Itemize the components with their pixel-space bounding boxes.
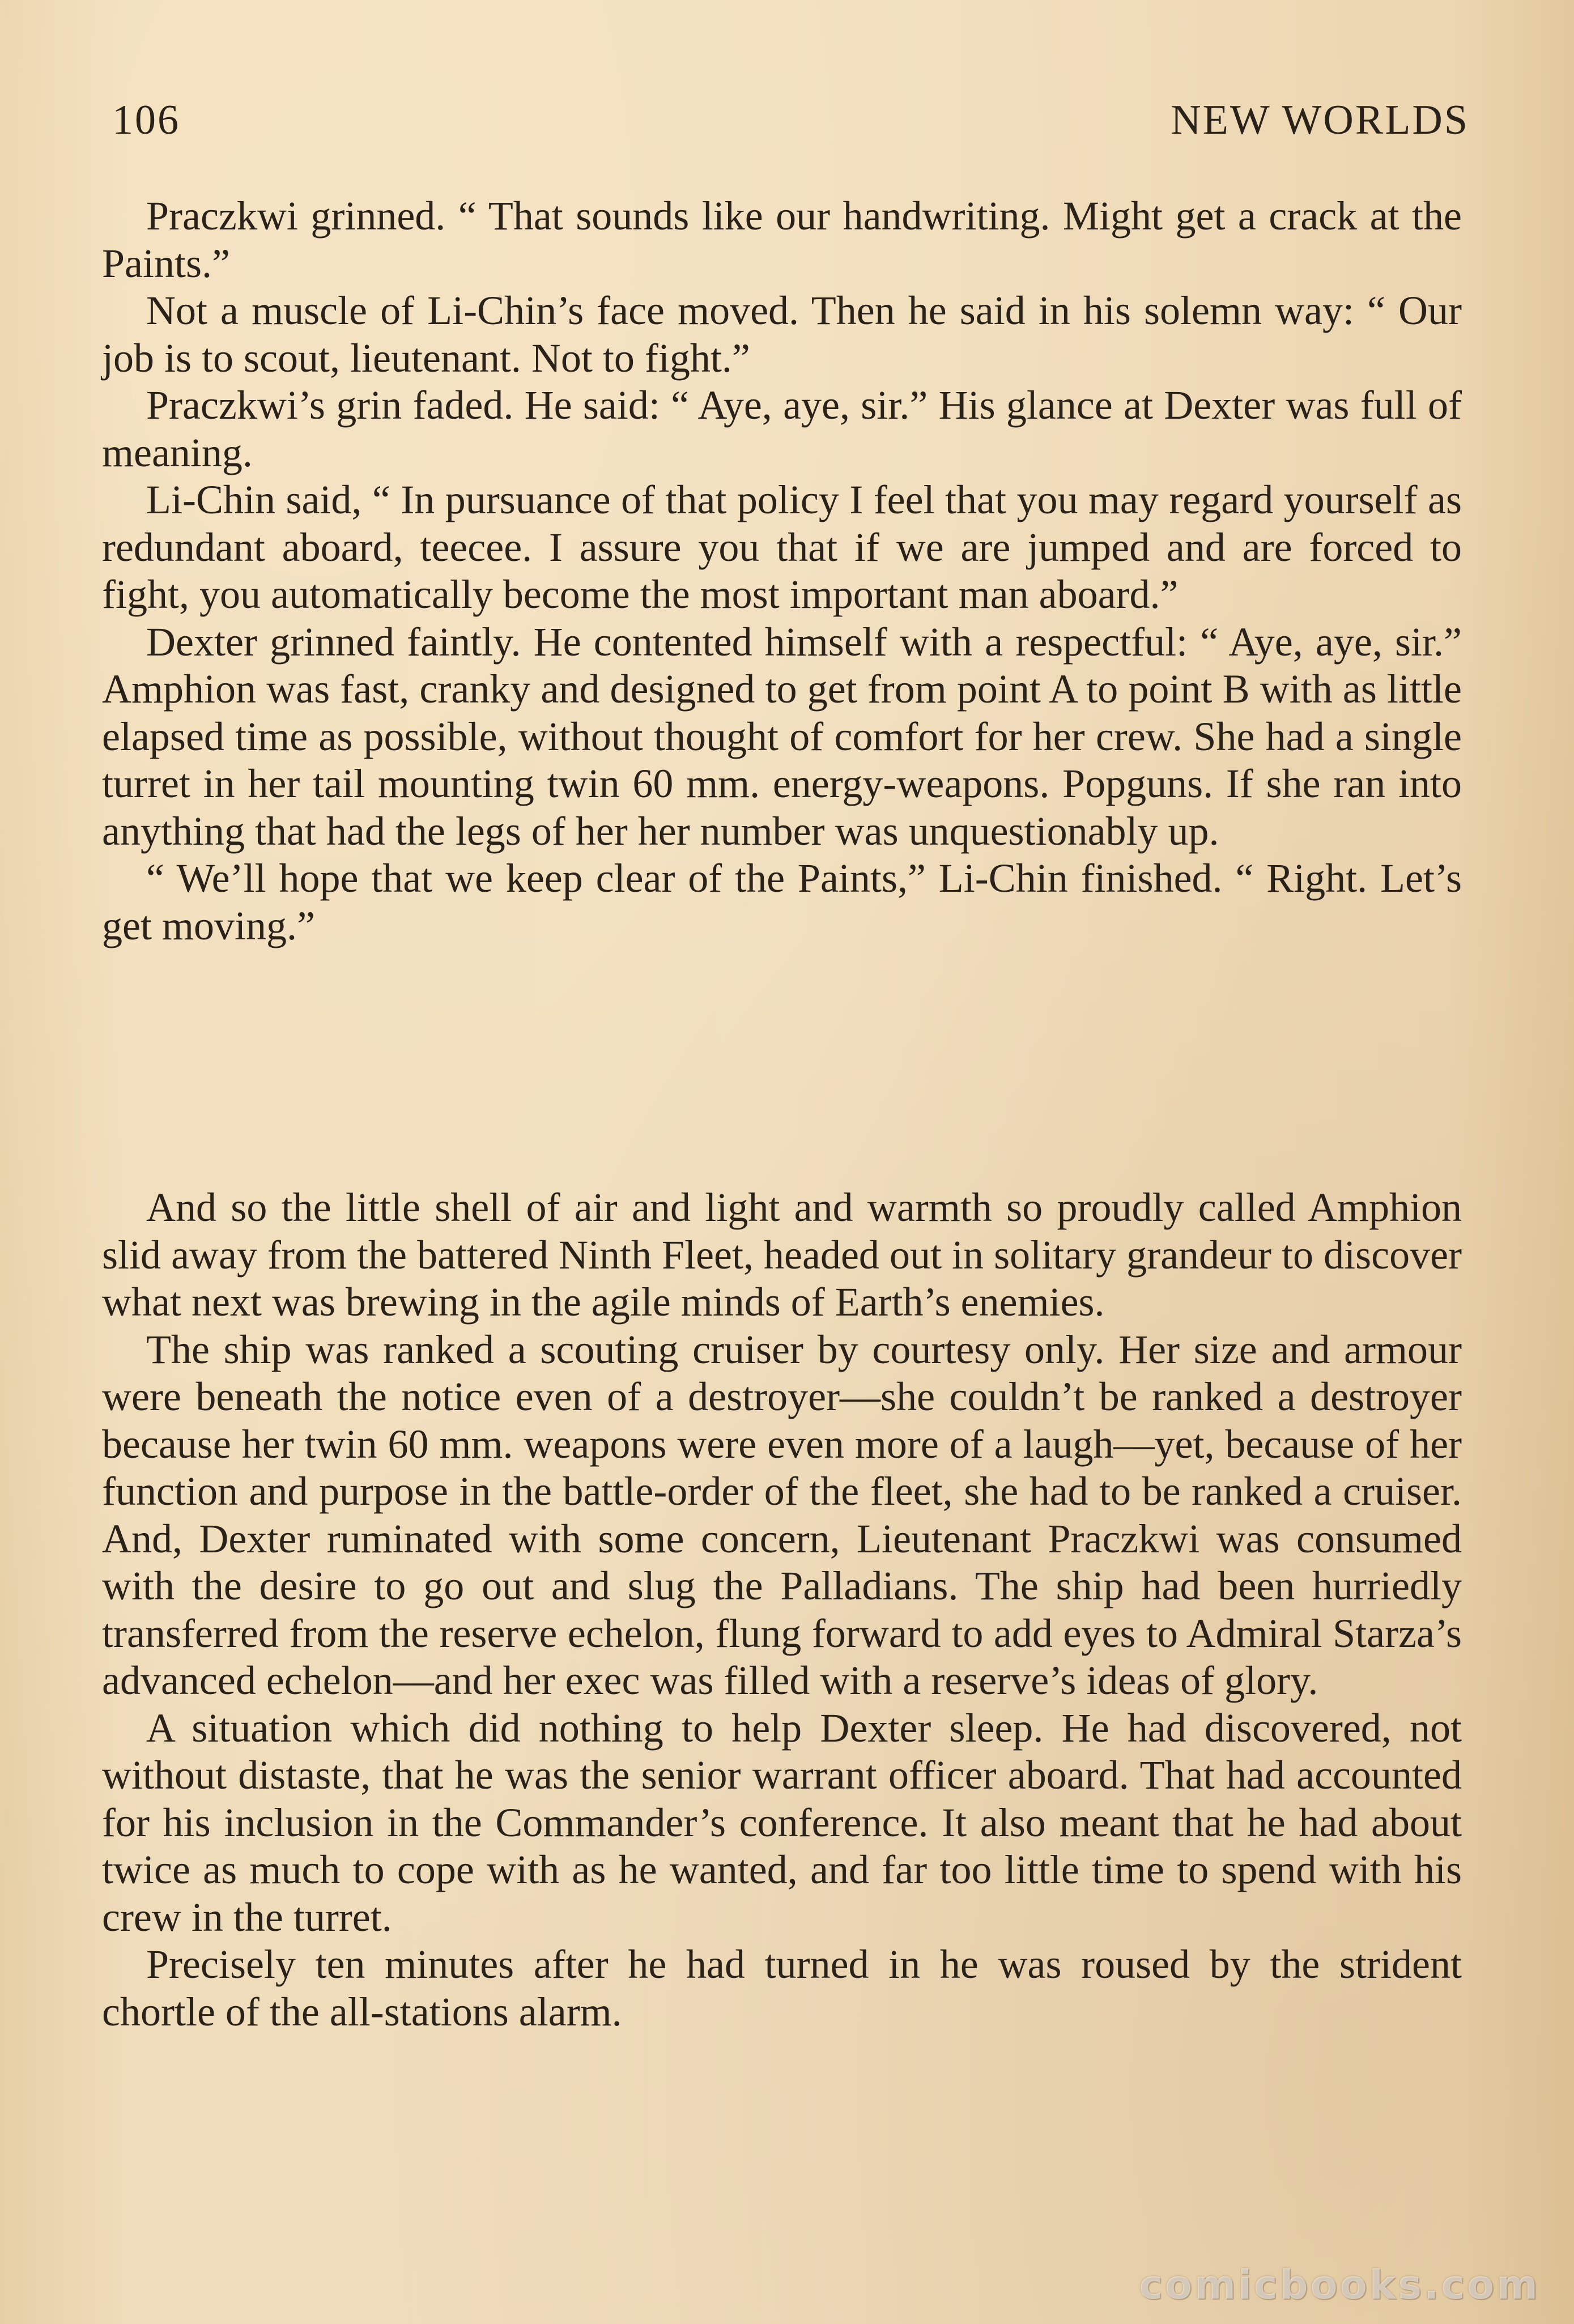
paragraph: “ We’ll hope that we keep clear of the Paints,” Li-Chin finished. “ Right. Let’s get moving.” [102,855,1462,948]
paragraph: A situation which did nothing to help Dexter sleep. He had discovered, not without distaste, that he was the senior warrant officer aboard. That had accounted for his inclusion in the Commander’s conference. It also meant that he had about twice as much to cope with as he wanted, and far too little time to spend with his crew in the turret. [102,1705,1462,1940]
text-block-top [102,193,1462,950]
paragraph: Dexter grinned faintly. He contented himself with a respectful: “ Aye, aye, sir.” Amphion was fast, cranky and designed to get from point A to point B with as little elapsed time as possible, without thought of comfort for her crew. She had a single turret in her tail mounting twin 60 mm. energy-weapons. Popguns. If she ran into anything that had the legs of her her number was unquestionably up. [102,619,1462,854]
paragraph: The ship was ranked a scouting cruiser by courtesy only. Her size and armour were beneath the notice even of a destroyer—she couldn’t be ranked a destroyer because her twin 60 mm. weapons were even more of a laugh—yet, because of her function and purpose in the battle-order of the fleet, she had to be ranked a cruiser. And, Dexter ruminated with some concern, Lieutenant Praczkwi was consumed with the desire to go out and slug the Palladians. The ship had been hurriedly transferred from the reserve echelon, flung forward to add eyes to Admiral Starza’s advanced echelon—and her exec was filled with a reserve’s ideas of glory. [102,1326,1462,1703]
page-header [112,96,1469,153]
paragraph: Li-Chin said, “ In pursuance of that policy I feel that you may regard yourself as redundant aboard, teecee. I assure you that if we are jumped and are forced to fight, you automatically become the most important man aboard.” [102,477,1462,617]
text-block-bottom [102,1184,1462,2036]
paragraph: And so the little shell of air and light and warmth so proudly called Amphion slid away from the battered Ninth Fleet, headed out in solitary grandeur to discover what next was brewing in the agile minds of Earth’s enemies. [102,1185,1462,1325]
running-head: NEW WORLDS [1171,97,1469,143]
paragraph: Praczkwi grinned. “ That sounds like our handwriting. Might get a crack at the Paints.” [102,193,1462,286]
paragraph: Praczkwi’s grin faded. He said: “ Aye, aye, sir.” His glance at Dexter was full of meaning. [102,382,1462,475]
watermark: comicbooks.com [1139,2262,1540,2308]
page-number: 106 [112,97,180,143]
paragraph: Not a muscle of Li-Chin’s face moved. Then he said in his solemn way: “ Our job is to scout, lieutenant. Not to fight.” [102,288,1462,381]
paragraph: Precisely ten minutes after he had turned in he was roused by the strident chortle of the all-stations alarm. [102,1942,1462,2034]
